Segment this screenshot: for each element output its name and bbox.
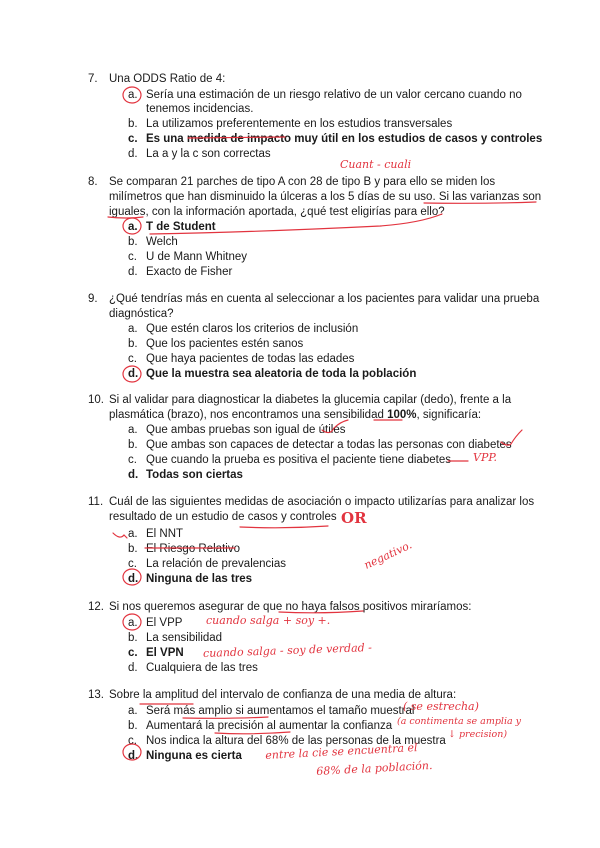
question-text [0, 72, 600, 87]
option-a[interactable] [0, 423, 600, 438]
option-letter: d. [128, 573, 139, 585]
option-a[interactable] [0, 527, 600, 542]
option-b[interactable] [0, 235, 600, 250]
option-text: Nos indica la altura del 68% de las personas de la muestra [146, 735, 446, 747]
question-stem-line-1: Se comparan 21 parches de tipo A con 28 de tipo B y para ello se miden los [109, 176, 496, 188]
option-d[interactable] [0, 147, 600, 162]
option-letter: d. [128, 148, 138, 160]
question-stem [109, 600, 471, 615]
option-d[interactable] [0, 572, 600, 587]
stem-part: del intervalo de confianza de una media de altura: [198, 689, 457, 701]
option-d[interactable] [0, 265, 600, 280]
option-letter: d. [128, 266, 138, 278]
option-text: Exacto de Fisher [146, 266, 233, 278]
option-text: Todas son ciertas [146, 469, 243, 481]
option-text: Es una medida de impacto muy útil en los estudios de casos y controles [146, 133, 543, 145]
option-text: El Riesgo Relativo [146, 543, 240, 555]
option-letter: b. [128, 118, 138, 130]
question-stem-line-1: Si al validar para diagnosticar la diabetes la glucemia capilar (dedo), frente a la [109, 394, 512, 406]
option-d[interactable] [0, 468, 600, 483]
question-text [0, 292, 600, 322]
stem-part: Sobre la [109, 689, 156, 701]
stem-underlined: Si las varianzas son [438, 191, 542, 203]
stem-underlined: casos y controles [247, 511, 337, 523]
question-number: 9. [88, 293, 98, 305]
question-number: 10. [88, 394, 104, 406]
question-text [0, 175, 600, 220]
option-text: Que ambas son capaces de detectar a todas las personas con diabetes [146, 439, 512, 451]
option-letter: b. [128, 632, 138, 644]
option-letter: b. [128, 439, 138, 451]
question-stem-line-1: ¿Qué tendrías más en cuenta al seleccionar a los pacientes para validar una prueba [109, 293, 540, 305]
note-q10-vpp: VPP. [473, 451, 498, 464]
option-letter: c. [128, 647, 138, 659]
option-d[interactable] [0, 367, 600, 382]
question-8 [0, 175, 600, 278]
option-text: Cualquiera de las tres [146, 662, 258, 674]
option-letter: d. [128, 469, 139, 481]
option-c[interactable] [0, 132, 600, 147]
note-q12-vpn: cuando salga - soy de verdad - [202, 641, 373, 660]
option-b[interactable] [0, 438, 600, 453]
question-text [0, 393, 600, 423]
option-c[interactable] [0, 352, 600, 367]
option-letter: a. [128, 705, 138, 717]
option-text: Que la muestra sea aleatoria de toda la población [146, 368, 417, 380]
option-text: La utilizamos preferentemente en los estudios transversales [146, 118, 453, 130]
question-text [0, 495, 600, 525]
option-text: Ninguna de las tres [146, 573, 253, 585]
question-number: 8. [88, 176, 98, 188]
stem-part: plasmática (brazo), nos encontramos una sensibilidad [109, 409, 388, 421]
option-letter: a. [128, 528, 138, 540]
option-text: Sería una estimación de un riesgo relativo de un valor cercano cuando no [146, 89, 522, 101]
note-q11-or: OR [341, 509, 367, 527]
note-q11-negativo: negativo. [362, 538, 414, 572]
question-number: 11. [88, 496, 104, 508]
option-b[interactable] [0, 542, 600, 557]
stem-part: resultado de un estudio de [109, 511, 248, 523]
note-q13-b1: (a contimenta se amplia y [397, 716, 522, 727]
question-number: 12. [88, 601, 104, 613]
option-letter: c. [128, 735, 137, 747]
question-stem-line-2 [109, 190, 541, 205]
stem-part: , con la información aportada, ¿qué test eligirías para ello? [145, 206, 445, 218]
option-letter: d. [128, 662, 138, 674]
option-b[interactable] [0, 117, 600, 132]
stem-underlined: amplitud [155, 689, 199, 701]
stem-underlined: iguales [109, 206, 146, 218]
option-text-cont: tenemos incidencias. [146, 103, 254, 115]
option-a-continued [0, 102, 600, 117]
option-c[interactable] [0, 557, 600, 572]
option-text: Que estén claros los criterios de inclusión [146, 323, 359, 335]
option-letter: a. [128, 424, 138, 436]
option-letter: a. [128, 323, 138, 335]
stem-part: miraríamos: [407, 601, 472, 613]
option-text: El NNT [146, 528, 184, 540]
option-text: El VPN [146, 647, 184, 659]
question-stem-line-2 [109, 510, 337, 525]
stem-part: , significaría: [416, 409, 482, 421]
option-text: Que cuando la prueba es positiva el paciente tiene diabetes [146, 454, 451, 466]
option-letter: c. [128, 251, 137, 263]
option-letter: b. [128, 720, 138, 732]
option-text: Ninguna es cierta [146, 750, 242, 762]
question-text [0, 688, 600, 703]
option-text: Welch [146, 236, 178, 248]
option-letter: a. [128, 89, 138, 101]
option-c[interactable] [0, 453, 600, 468]
question-stem-line-2 [109, 408, 481, 423]
option-letter: d. [128, 750, 139, 762]
question-stem: Una ODDS Ratio de 4: [109, 73, 226, 85]
note-q13-a: ( se estrecha) [403, 700, 479, 713]
option-text: Que haya pacientes de todas las edades [146, 353, 355, 365]
option-letter: c. [128, 558, 137, 570]
option-c[interactable] [0, 250, 600, 265]
option-letter: b. [128, 236, 138, 248]
option-text: Que ambas pruebas son igual de útiles [146, 424, 346, 436]
option-text: La a y la c son correctas [146, 148, 271, 160]
option-a[interactable] [0, 322, 600, 337]
stem-part: milímetros que han disminuido la úlceras a los 5 días de su uso. [109, 191, 436, 203]
option-text: La sensibilidad [146, 632, 223, 644]
option-letter: a. [128, 617, 138, 629]
question-stem-line-1: Cuál de las siguientes medidas de asociación o impacto utilizarías para analizar los [109, 496, 535, 508]
option-letter: c. [128, 353, 137, 365]
stem-underlined: 100% [387, 409, 417, 421]
question-text [0, 600, 600, 615]
option-b[interactable] [0, 337, 600, 352]
note-q13-b2: ↓ precision) [448, 729, 508, 740]
option-text: T de Student [146, 221, 216, 233]
option-letter: c. [128, 454, 137, 466]
question-number: 13. [88, 689, 104, 701]
option-letter: a. [128, 221, 138, 233]
option-a[interactable] [0, 220, 600, 235]
note-q12-vpp: cuando salga + soy +. [206, 614, 331, 627]
option-letter: b. [128, 338, 138, 350]
stem-part: Si nos queremos asegurar de que [109, 601, 286, 613]
option-text: El VPP [146, 617, 183, 629]
option-text: La relación de prevalencias [146, 558, 287, 570]
option-d[interactable] [0, 661, 600, 676]
question-stem-line-2: diagnóstica? [109, 308, 174, 320]
option-text: Será más amplio si aumentamos el tamaño muestral [146, 705, 415, 717]
note-q13-note2: 68% de la población. [316, 758, 433, 778]
option-text: Aumentará la precisión al aumentar la confianza [146, 720, 393, 732]
question-7 [0, 72, 600, 160]
option-letter: d. [128, 368, 139, 380]
question-number: 7. [88, 73, 98, 85]
note-q13-note1: entre la cie se encuentra el [265, 741, 418, 762]
stem-underlined: no haya falsos positivos [285, 601, 408, 613]
option-a[interactable] [0, 88, 600, 103]
option-letter: c. [128, 133, 138, 145]
option-text: U de Mann Whitney [146, 251, 247, 263]
note-q8-cuant-cuali: Cuant - cuali [340, 158, 412, 171]
option-letter: b. [128, 543, 138, 555]
question-9 [0, 292, 600, 380]
question-stem-line-3 [109, 205, 445, 220]
option-text: Que los pacientes estén sanos [146, 338, 304, 350]
